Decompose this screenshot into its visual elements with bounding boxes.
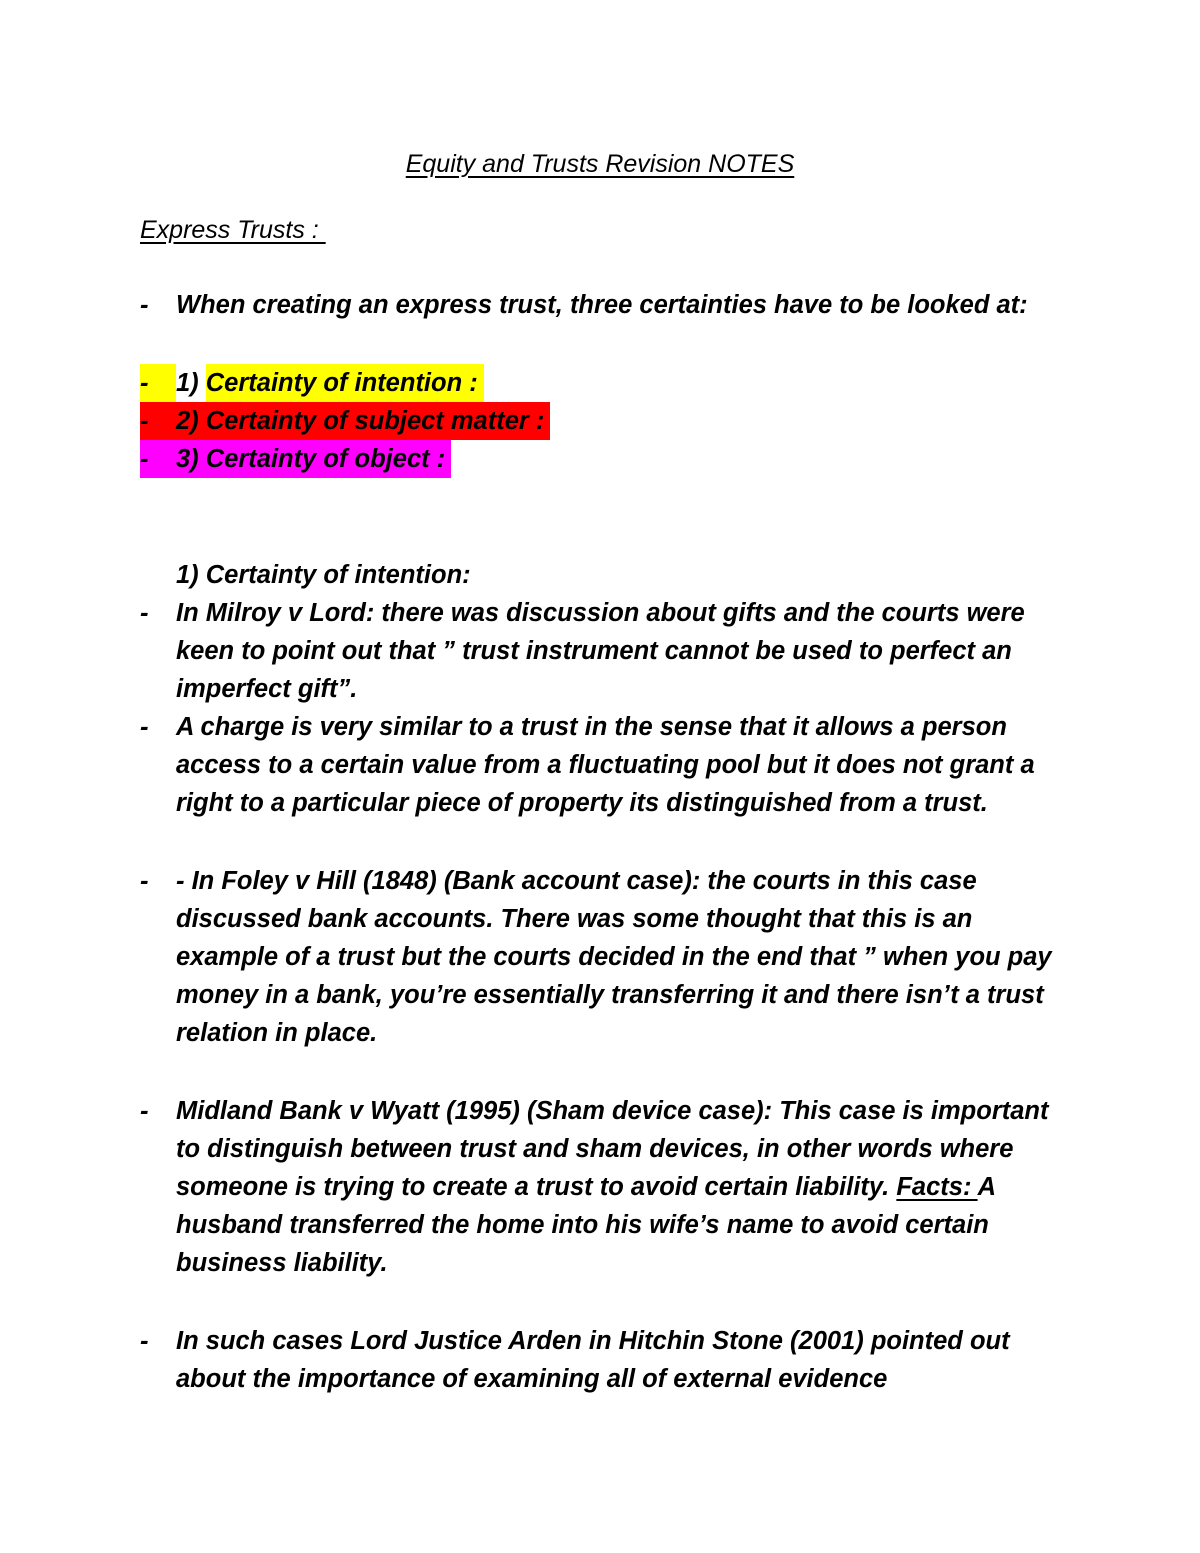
certainty-prefix: 1) xyxy=(176,369,206,397)
bullet-charge xyxy=(140,708,1060,822)
bullet-text: - In Foley v Hill (1848) (Bank account case): the courts in this case discussed bank accounts. There was some thought that this is an example of a trust but the courts decided in the end that ” when you pay money in a bank, you’re essentially transferring it and there isn’t a trust relation in place. xyxy=(176,867,1052,1047)
section-heading-express-trusts: Express Trusts : xyxy=(140,216,326,244)
bullet-dash: - xyxy=(140,402,176,440)
facts-text: A husband transferred the home into his wife’s name to avoid certain business liability. xyxy=(176,1173,996,1277)
facts-label: Facts: xyxy=(896,1173,978,1201)
certainty-label: Certainty of intention : xyxy=(206,364,484,402)
subsection-heading: 1) Certainty of intention: xyxy=(176,561,471,589)
bullet-hitchin-stone xyxy=(140,1322,1060,1398)
bullet-dash: - xyxy=(140,291,149,319)
certainty-label: 2) Certainty of subject matter : xyxy=(176,402,550,440)
bullet-text: When creating an express trust, three certainties have to be looked at: xyxy=(176,291,1028,319)
bullet-text: In such cases Lord Justice Arden in Hitchin Stone (2001) pointed out about the importance of examining all of external evidence xyxy=(176,1327,1010,1393)
bullet-dash: - xyxy=(140,599,149,627)
bullet-midland-bank-v-wyatt xyxy=(140,1092,1060,1282)
bullet-text: Midland Bank v Wyatt (1995) (Sham device case): This case is important to distinguish between trust and sham devices, in other words where someone is trying to create a trust to avoid certain liability. Facts: A husband transferred the home into his wife’s name to avoid certain business liability. xyxy=(176,1097,1049,1277)
bullet-dash: - xyxy=(140,867,149,895)
certainty-item-intention xyxy=(140,364,484,402)
certainty-item-object xyxy=(140,440,451,478)
document-title: Equity and Trusts Revision NOTES xyxy=(405,150,795,178)
bullet-foley-v-hill xyxy=(140,862,1060,1052)
bullet-dash: - xyxy=(140,440,176,478)
bullet-text: A charge is very similar to a trust in the sense that it allows a person access to a certain value from a fluctuating pool but it does not grant a right to a particular piece of property its distinguished from a trust. xyxy=(176,713,1035,817)
bullet-dash: - xyxy=(140,1097,149,1125)
bullet-milroy-v-lord xyxy=(140,594,1060,708)
bullet-text: In Milroy v Lord: there was discussion about gifts and the courts were keen to point out that ” trust instrument cannot be used to perfect an imperfect gift”. xyxy=(176,599,1025,703)
bullet-intro xyxy=(140,286,1060,324)
certainty-label: 3) Certainty of object : xyxy=(176,440,451,478)
bullet-dash: - xyxy=(140,713,149,741)
bullet-dash: - xyxy=(140,1327,149,1355)
certainty-item-subject-matter xyxy=(140,402,550,440)
bullet-dash: - xyxy=(140,364,176,402)
